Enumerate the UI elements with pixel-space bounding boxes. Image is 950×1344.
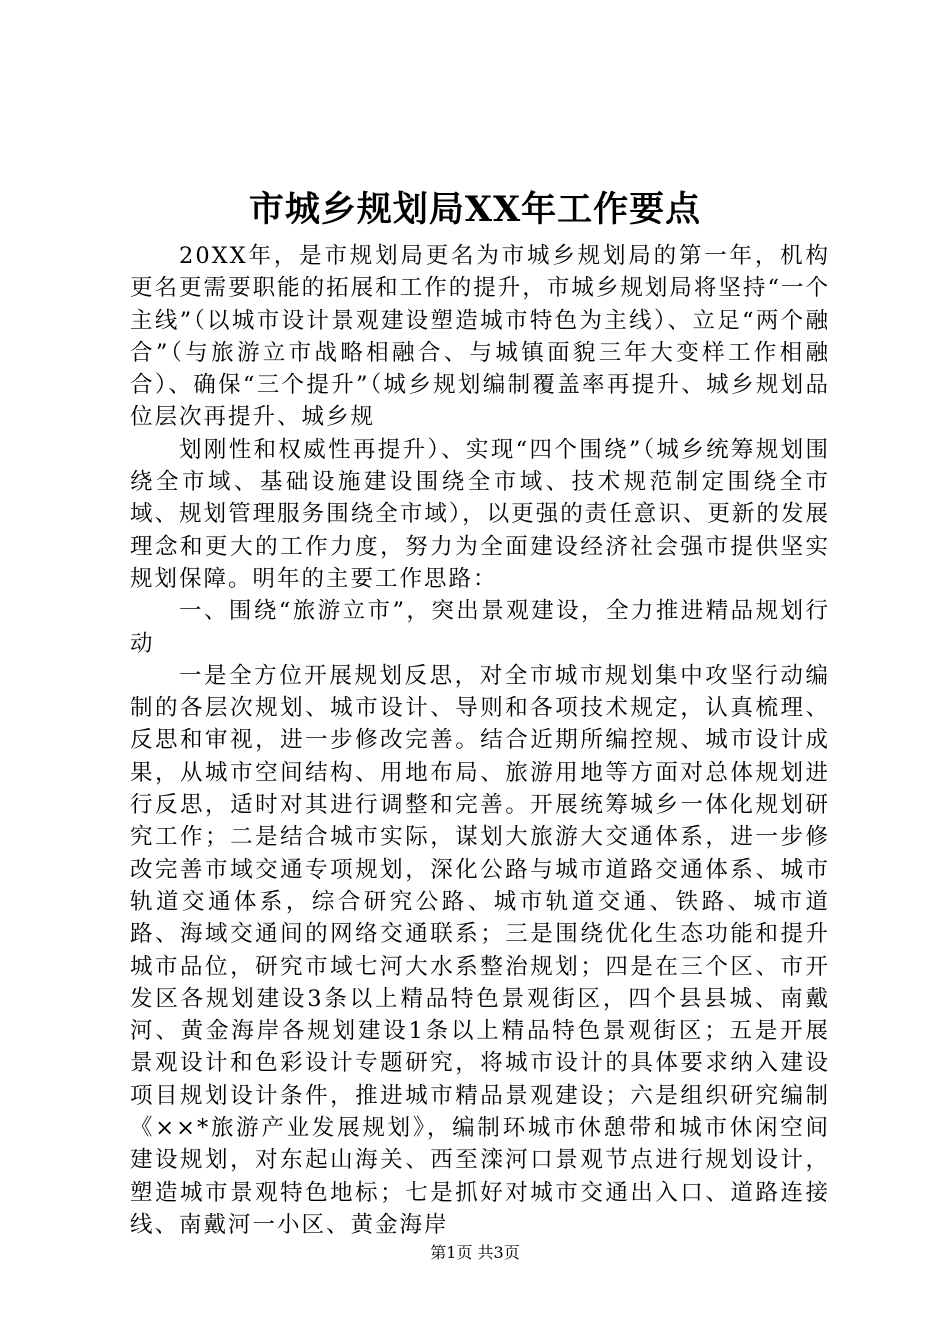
paragraph: 一是全方位开展规划反思，对全市城市规划集中攻坚行动编制的各层次规划、城市设计、导则和各项技术规定，认真梳理、反思和审视，进一步修改完善。结合近期所编控规、城市设计成果，从城市空间结构、用地布局、旅游用地等方面对总体规划进行反思，适时对其进行调整和完善。开展统筹城乡一体化规划研究工作；二是结合城市实际，谋划大旅游大交通体系，进一步修改完善市域交通专项规划，深化公路与城市道路交通体系、城市轨道交通体系，综合研究公路、城市轨道交通、铁路、城市道路、海域交通间的网络交通联系；三是围绕优化生态功能和提升城市品位，研究市域七河大水系整治规划；四是在三个区、市开发区各规划建设3条以上精品特色景观街区，四个县县城、南戴河、黄金海岸各规划建设1条以上精品特色景观街区；五是开展景观设计和色彩设计专题研究，将城市设计的具体要求纳入建设项目规划设计条件，推进城市精品景观建设；六是组织研究编制《××*旅游产业发展规划》，编制环城市休憩带和城市休闲空间建设规划，对东起山海关、西至滦河口景观节点进行规划设计，塑造城市景观特色地标；七是抓好对城市交通出入口、道路连接线、南戴河一小区、黄金海岸 (130, 662, 830, 1238)
document-body (130, 240, 830, 1241)
section-heading: 一、围绕“旅游立市”，突出景观建设，全力推进精品规划行动 (130, 598, 830, 657)
page-number-footer: 第1页 共3页 (430, 1243, 520, 1262)
document-title: 市城乡规划局XX年工作要点 (248, 189, 702, 230)
paragraph: 20XX年，是市规划局更名为市城乡规划局的第一年，机构更名更需要职能的拓展和工作的提升，市城乡规划局将坚持“一个主线”（以城市设计景观建设塑造城市特色为主线）、立足“两个融合”（与旅游立市战略相融合、与城镇面貌三年大变样工作相融合）、确保“三个提升”（城乡规划编制覆盖率再提升、城乡规划品位层次再提升、城乡规 (130, 243, 830, 431)
paragraph: 划刚性和权威性再提升）、实现“四个围绕”（城乡统筹规划围绕全市域、基础设施建设围绕全市域、技术规范制定围绕全市域、规划管理服务围绕全市域），以更强的责任意识、更新的发展理念和更大的工作力度，努力为全面建设经济社会强市提供坚实规划保障。明年的主要工作思路： (130, 436, 830, 592)
